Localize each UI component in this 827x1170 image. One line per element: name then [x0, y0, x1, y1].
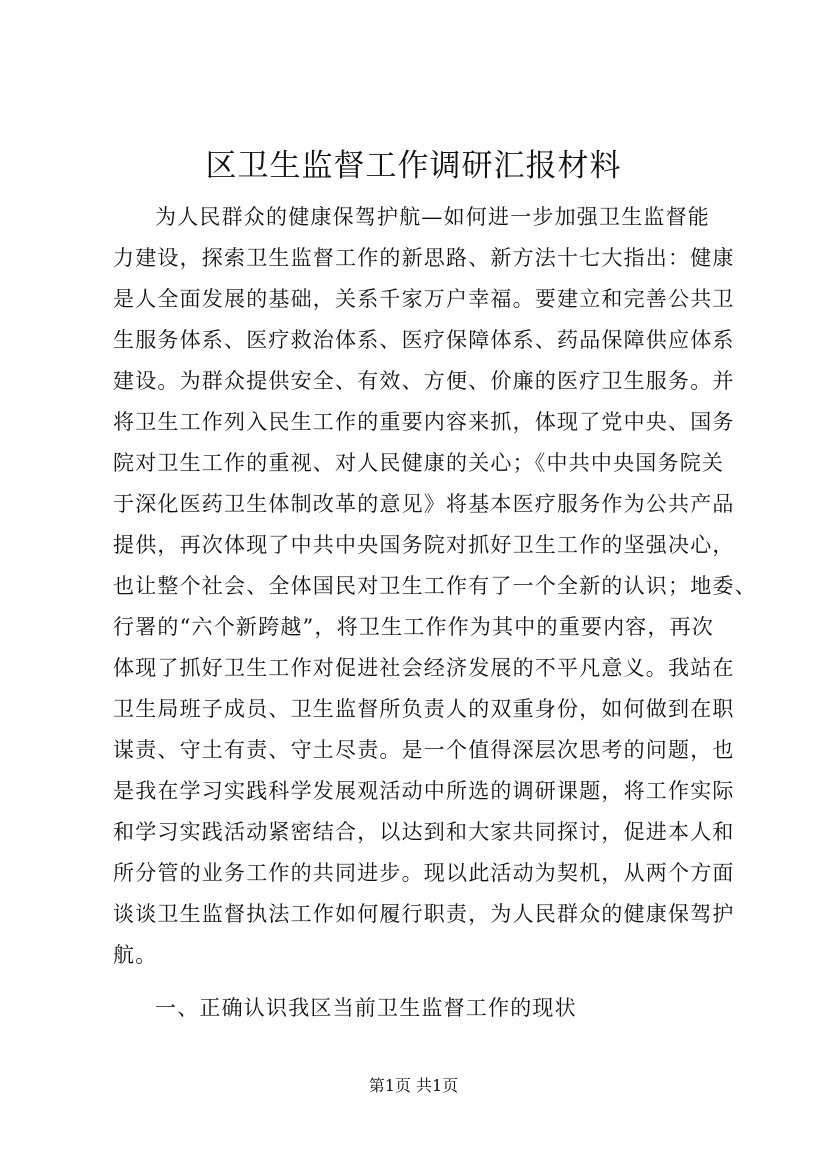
paragraph-line: 谈谈卫生监督执法工作如何履行职责，为人民群众的健康保驾护: [113, 902, 735, 926]
body-paragraph: [113, 197, 757, 976]
paragraph-line: 是人全面发展的基础，关系千家万户幸福。要建立和完善公共卫: [113, 287, 735, 311]
paragraph-line: 将卫生工作列入民生工作的重要内容来抓，体现了党中央、国务: [113, 410, 735, 434]
page-footer: 第1页 共1页: [368, 1076, 459, 1095]
paragraph-line: 行署的“六个新跨越”，将卫生工作作为其中的重要内容，再次: [113, 615, 715, 639]
paragraph-line: 所分管的业务工作的共同进步。现以此活动为契机，从两个方面: [113, 861, 735, 885]
paragraph-line: 航。: [113, 943, 158, 967]
paragraph-line: 建设。为群众提供安全、有效、方便、价廉的医疗卫生服务。并: [113, 369, 735, 393]
paragraph-line: 力建设，探索卫生监督工作的新思路、新方法十七大指出：健康: [113, 246, 735, 270]
paragraph-line: 是我在学习实践科学发展观活动中所选的调研课题，将工作实际: [113, 779, 735, 803]
section-heading: 一、正确认识我区当前卫生监督工作的现状: [155, 996, 577, 1020]
paragraph-line: 提供，再次体现了中共中央国务院对抓好卫生工作的坚强决心，: [113, 533, 735, 557]
paragraph-line: 于深化医药卫生体制改革的意见》将基本医疗服务作为公共产品: [113, 492, 735, 516]
paragraph-line: 院对卫生工作的重视、对人民健康的关心；《中共中央国务院关: [113, 451, 725, 475]
paragraph-line: 谋责、守土有责、守土尽责。是一个值得深层次思考的问题，也: [113, 738, 735, 762]
paragraph-line: 为人民群众的健康保驾护航—如何进一步加强卫生监督能: [155, 205, 710, 229]
paragraph-line: 和学习实践活动紧密结合，以达到和大家共同探讨，促进本人和: [113, 820, 735, 844]
paragraph-line: 体现了抓好卫生工作对促进社会经济发展的不平凡意义。我站在: [113, 656, 735, 680]
paragraph-line: 也让整个社会、全体国民对卫生工作有了一个全新的认识；地委、: [113, 574, 757, 598]
document-title: 区卫生监督工作调研汇报材料: [205, 148, 622, 184]
paragraph-line: 生服务体系、医疗救治体系、医疗保障体系、药品保障供应体系: [113, 328, 735, 352]
paragraph-line: 卫生局班子成员、卫生监督所负责人的双重身份，如何做到在职: [113, 697, 735, 721]
